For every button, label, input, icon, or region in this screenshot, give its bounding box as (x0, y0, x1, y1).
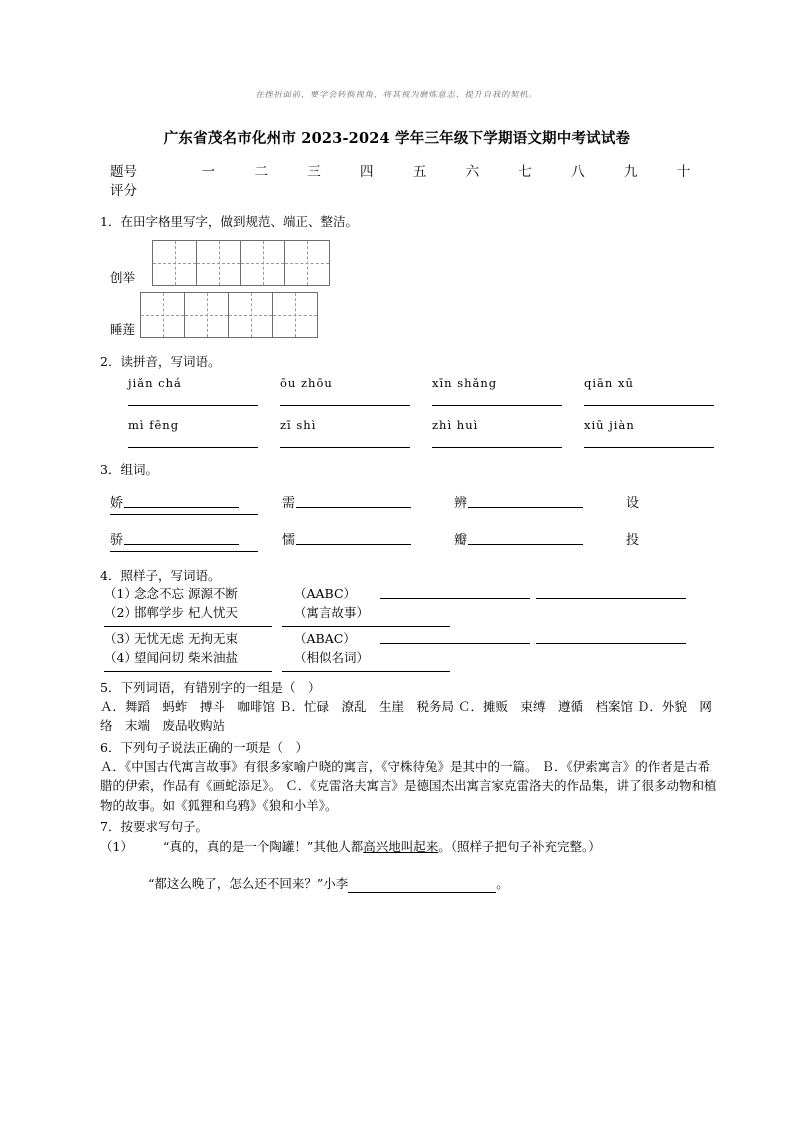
answer-line[interactable] (296, 506, 411, 508)
pinyin-answer-slot[interactable] (280, 404, 432, 406)
question-4 (0, 566, 794, 672)
tianzige-label: 睡莲 (110, 321, 136, 337)
question-4-item (0, 648, 794, 667)
zuci-item (454, 492, 626, 511)
zuci-char: 辨 (454, 496, 468, 511)
pinyin-answer-slot[interactable] (584, 404, 736, 406)
score-cell: 四 (360, 163, 374, 180)
answer-line[interactable] (468, 506, 583, 508)
zuci-char: 设 (626, 496, 640, 511)
question-2 (0, 352, 794, 448)
question-2-stem: 2．读拼音，写词语。 (100, 354, 221, 369)
pinyin-item: zī shì (280, 418, 317, 432)
tianzige-cell[interactable] (141, 293, 185, 337)
question-1-stem: 1．在田字格里写字，做到规范、端正、整洁。 (100, 214, 358, 229)
item1-text-post: 。（照样子把句子补充完整。） (438, 838, 601, 854)
answer-line[interactable] (124, 506, 239, 508)
pinyin-item: xiū jiàn (584, 418, 635, 432)
item-pattern: （相似名词） (294, 650, 370, 666)
zuci-char: 瓣 (454, 533, 468, 548)
pinyin-item: xīn shǎng (432, 376, 498, 390)
item-words: 无忧无虑 无拘无束 (134, 630, 238, 646)
question-4-stem: 4．照样子，写词语。 (100, 568, 221, 583)
item-words: 望闻问切 柴米油盐 (134, 650, 238, 666)
zuci-item (454, 529, 626, 548)
question-5-options[interactable]: Ａ．舞蹈 蚂蚱 搏斗 咖啡馆 Ｂ．忙碌 潦乱 生崖 税务局 Ｃ．摊贩 束缚 遵循 档案馆 Ｄ．外貌 网络 末端 废品收购站 (100, 698, 712, 734)
tianzige-cell[interactable] (273, 293, 317, 337)
item-number: （3） (104, 630, 137, 646)
answer-line[interactable] (432, 404, 562, 406)
zuci-item (626, 529, 639, 548)
pinyin-row-2 (0, 418, 794, 432)
tianzige-cell[interactable] (153, 241, 197, 285)
item-number: （4） (104, 650, 137, 666)
item-number: （1） (100, 838, 133, 854)
question-4-item (0, 629, 794, 648)
answer-line[interactable] (468, 543, 583, 545)
answer-line[interactable] (536, 642, 686, 644)
item-pattern: （寓言故事） (294, 605, 370, 621)
pinyin-answer-slot[interactable] (128, 404, 280, 406)
score-cell: 一 (201, 163, 216, 180)
tianzige-row-1 (110, 240, 794, 286)
score-table-header-row (110, 160, 710, 179)
zuci-wrap-line-2 (0, 550, 794, 552)
pinyin-item: zhì huì (432, 418, 479, 432)
item-number: （1） (104, 586, 137, 601)
answer-line[interactable] (124, 543, 239, 545)
answer-line[interactable] (104, 625, 272, 627)
item-pattern: （ABAC） (294, 630, 356, 646)
answer-line[interactable] (104, 670, 272, 672)
zuci-char: 需 (282, 496, 296, 511)
zuci-item (282, 529, 454, 548)
zuci-char: 懦 (282, 533, 296, 548)
question-3-stem: 3．组词。 (100, 462, 158, 477)
question-7-item-1 (100, 837, 722, 856)
answer-line[interactable] (296, 543, 411, 545)
answer-line[interactable] (584, 446, 714, 448)
score-table (110, 160, 710, 198)
score-table-numbers (182, 160, 710, 180)
pinyin-answer-slot[interactable] (128, 446, 280, 448)
item-words: 邯郸学步 杞人忧天 (134, 605, 238, 621)
pinyin-answer-slot[interactable] (280, 446, 432, 448)
score-table-score-row (110, 179, 710, 198)
score-table-row-label: 题号 (110, 163, 137, 180)
answer-line[interactable] (584, 404, 714, 406)
question-4-item-4-blanks (0, 670, 794, 672)
tianzige-grid[interactable] (140, 292, 318, 338)
pinyin-answer-slot[interactable] (432, 404, 584, 406)
zuci-row-2 (0, 529, 794, 548)
pinyin-item: jiǎn chá (128, 376, 182, 390)
question-7-stem: 7．按要求写句子。 (100, 819, 208, 835)
question-4-item (0, 584, 794, 603)
pinyin-item: mì fēng (128, 418, 180, 432)
tianzige-cell[interactable] (285, 241, 329, 285)
question-1-grids (0, 240, 794, 338)
score-table-row-label: 评分 (110, 182, 137, 199)
score-cell: 八 (571, 163, 585, 180)
item-number: （2） (104, 605, 137, 621)
question-6-stem: 6．下列句子说法正确的一项是（ ） (100, 739, 308, 755)
tianzige-cell[interactable] (241, 241, 285, 285)
tianzige-cell[interactable] (185, 293, 229, 337)
answer-line[interactable] (128, 446, 258, 448)
tianzige-cell[interactable] (229, 293, 273, 337)
score-cell: 七 (518, 163, 532, 180)
answer-line[interactable] (110, 513, 258, 515)
pinyin-answer-slot[interactable] (584, 446, 736, 448)
zuci-char: 投 (626, 533, 640, 548)
answer-line[interactable] (282, 670, 450, 672)
score-cell: 九 (624, 163, 638, 180)
question-5-stem: 5．下列词语，有错别字的一组是（ ） (100, 679, 321, 695)
answer-line[interactable] (280, 446, 410, 448)
zuci-item (110, 529, 282, 548)
pinyin-answer-slot[interactable] (432, 446, 584, 448)
item1-text-pre: “真的，真的是一个陶罐！”其他人都 (162, 838, 364, 854)
answer-line[interactable] (380, 642, 530, 644)
underlined-phrase: 高兴地叫起来 (363, 838, 439, 854)
item2-text-post: 。 (496, 875, 509, 891)
answer-line[interactable] (432, 446, 562, 448)
score-cell: 三 (307, 163, 321, 180)
zuci-char: 骄 (110, 533, 124, 548)
answer-line[interactable] (536, 597, 686, 599)
question-7-item-2 (100, 874, 722, 893)
answer-line[interactable] (282, 625, 450, 627)
score-cell: 六 (465, 163, 480, 180)
tianzige-cell[interactable] (197, 241, 241, 285)
tianzige-row-2 (110, 292, 794, 338)
tianzige-grid[interactable] (152, 240, 330, 286)
page-title: 广东省茂名市化州市 2023-2024 学年三年级下学期语文期中考试试卷 (163, 130, 631, 147)
answer-line[interactable] (280, 404, 410, 406)
zuci-wrap-line-1 (0, 513, 794, 515)
score-cell: 五 (412, 163, 427, 180)
answer-line[interactable] (348, 881, 496, 893)
zuci-item (110, 492, 282, 511)
zuci-item (626, 492, 639, 511)
question-5 (0, 678, 794, 736)
pinyin-item: qiān xū (584, 376, 634, 390)
item-words: 念念不忘 源源不断 (134, 586, 238, 601)
page-header-note: 在挫折面前，要学会转换视角，将其视为磨炼意志、提升自我的契机。 (255, 90, 539, 100)
question-6-options[interactable]: Ａ．《中国古代寓言故事》有很多家喻户晓的寓言，《守株待兔》是其中的一篇。 Ｂ．《伊索寓言》的作者是古希腊的伊索，作品有《画蛇添足》。 Ｃ．《克雷洛夫寓言》是德国杰出寓言家克雷洛夫的作品集，讲了很多动物和植物的故事。如《狐狸和乌鸦》《狼和小羊》。 (100, 759, 717, 813)
item-pattern: （AABC） (294, 586, 357, 601)
zuci-row-1 (0, 492, 794, 511)
pinyin-answer-row-2 (0, 446, 794, 448)
score-cell: 二 (254, 163, 268, 180)
score-cell: 十 (676, 163, 691, 180)
question-6 (0, 738, 794, 816)
question-7 (0, 817, 794, 893)
question-4-item (0, 603, 794, 622)
pinyin-row-1 (0, 376, 794, 390)
zuci-item (282, 492, 454, 511)
question-4-item-2-blanks (0, 625, 794, 627)
pinyin-answer-row-1 (0, 404, 794, 406)
zuci-char: 娇 (110, 496, 124, 511)
pinyin-item: ōu zhōu (280, 376, 333, 390)
answer-line[interactable] (380, 597, 530, 599)
question-3 (0, 460, 794, 552)
tianzige-label: 创举 (110, 269, 136, 285)
paper-content (0, 160, 794, 893)
answer-line[interactable] (128, 404, 258, 406)
item2-text-pre: “都这么晚了，怎么还不回来？”小李 (148, 875, 349, 891)
answer-line[interactable] (110, 550, 258, 552)
